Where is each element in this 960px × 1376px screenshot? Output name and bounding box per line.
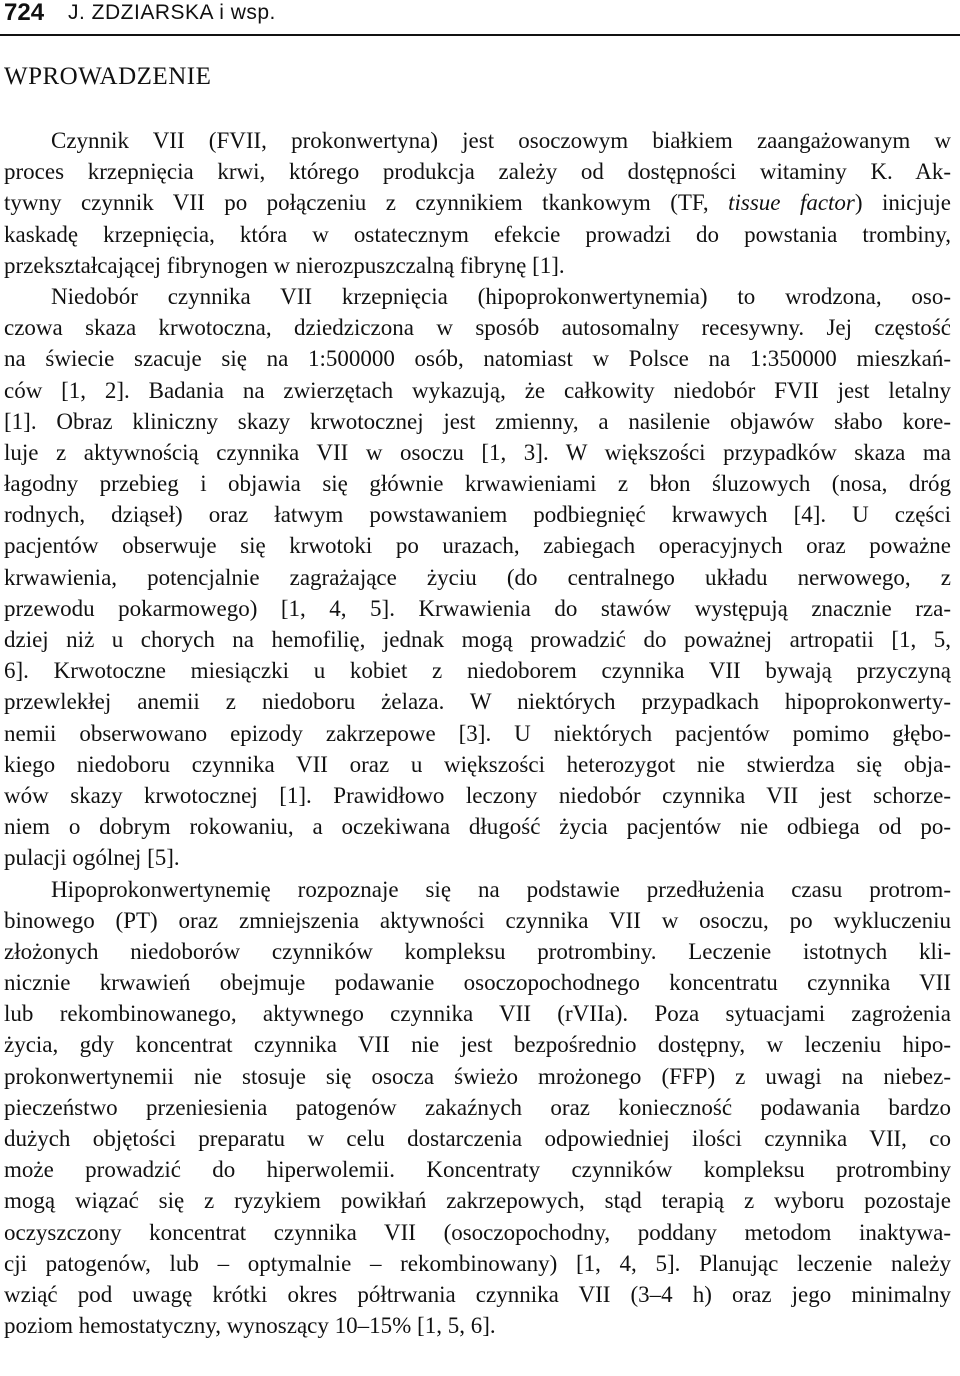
text-run: Hipoprokonwertynemię rozpoznaje się na podstawie przedłużenia czasu protrom- (51, 876, 951, 902)
text-line (4, 125, 951, 156)
text-run: kiego niedoboru czynnika VII oraz u większości heterozygot nie stwierdza się obja- (4, 751, 951, 777)
text-run: wziąć pod uwagę krótki okres półtrwania czynnika VII (3–4 h) oraz jego minimalny (4, 1281, 951, 1307)
text-line (4, 406, 951, 437)
text-line (4, 811, 951, 842)
text-run: prokonwertynemii nie stosuje się osocza świeżo mrożonego (FFP) z uwagi na niebez- (4, 1063, 951, 1089)
section-heading: WPROWADZENIE (4, 63, 212, 90)
text-run: lub rekombinowanego, aktywnego czynnika VII (rVIIa). Poza sytuacjami zagrożenia (4, 1001, 951, 1027)
text-line (4, 530, 951, 561)
page-header (0, 0, 960, 36)
text-run: przewlekłej anemii z niedoboru żelaza. W niektórych przypadkach hipoprokonwerty- (4, 689, 951, 715)
text-run: nicznie krwawień obejmuje podawanie osoczopochodnego koncentratu czynnika VII (4, 970, 951, 996)
text-line (4, 593, 951, 624)
text-line (4, 905, 951, 936)
text-line (4, 468, 951, 499)
text-line (4, 780, 951, 811)
text-run: cji patogenów, lub – optymalnie – rekombinowany) [1, 4, 5]. Planując leczenie należy (4, 1250, 951, 1276)
text-line (4, 1061, 951, 1092)
page-number: 724 (4, 0, 45, 26)
text-line (4, 655, 951, 686)
text-run: ) inicjuje (854, 190, 951, 216)
text-line (4, 1279, 951, 1310)
text-line (4, 1154, 951, 1185)
text-line (4, 219, 951, 250)
text-run: ców [1, 2]. Badania na zwierzętach wykazują, że całkowity niedobór FVII jest letalny (4, 377, 951, 403)
text-line (4, 998, 951, 1029)
text-line (4, 936, 951, 967)
text-run: dużych objętości preparatu w celu dostarczenia odpowiedniej ilości czynnika VII, co (4, 1126, 951, 1151)
text-run: kaskadę krzepnięcia, która w ostatecznym efekcie prowadzi do powstania trombiny, (4, 221, 951, 247)
text-run: pulacji ogólnej [5]. (4, 845, 180, 871)
text-run: łagodny przebieg i objawia się głównie krwawieniami z błon śluzowych (nosa, dróg (4, 471, 951, 497)
text-line (4, 686, 951, 717)
text-line (4, 250, 951, 281)
text-line (4, 1029, 951, 1060)
text-line (4, 1123, 951, 1154)
text-line (4, 499, 951, 530)
text-run: na świecie szacuje się na 1:500000 osób, natomiast w Polsce na 1:350000 mieszkań- (4, 346, 951, 372)
text-run: przewodu pokarmowego) [1, 4, 5]. Krwawienia do stawów występują znacznie rza- (4, 595, 951, 621)
text-run: [1]. Obraz kliniczny skazy krwotocznej jest zmienny, a nasilenie objawów słabo kore- (4, 408, 951, 434)
text-run: luje z aktywnością czynnika VII w osoczu [1, 3]. W większości przypadków skaza ma (4, 439, 951, 465)
text-run: wów skazy krwotocznej [1]. Prawidłowo leczony niedobór czynnika VII jest schorze- (4, 782, 951, 808)
text-line (4, 624, 951, 655)
text-line (4, 281, 951, 312)
text-run: Czynnik VII (FVII, prokonwertyna) jest osoczowym białkiem zaangażowanym w (51, 128, 951, 153)
text-run: przekształcającej fibrynogen w nierozpuszczalną fibrynę [1]. (4, 252, 565, 278)
text-run: oczyszczony koncentrat czynnika VII (osoczopochodny, poddany metodom inaktywa- (4, 1219, 951, 1245)
italic-term: tissue factor (728, 190, 855, 216)
text-line (4, 1092, 951, 1123)
text-run: proces krzepnięcia krwi, którego produkcja zależy od dostępności witaminy K. Ak- (4, 159, 951, 185)
text-line (4, 1310, 951, 1341)
text-line (4, 187, 951, 218)
text-line (4, 375, 951, 406)
text-run: tywny czynnik VII po połączeniu z czynnikiem tkankowym (TF, (4, 190, 729, 216)
text-run: złożonych niedoborów czynników kompleksu protrombiny. Leczenie istotnych kli- (4, 938, 951, 964)
text-line (4, 437, 951, 468)
text-line (4, 967, 951, 998)
text-run: Niedobór czynnika VII krzepnięcia (hipoprokonwertynemia) to wrodzona, oso- (51, 283, 951, 309)
text-line (4, 343, 951, 374)
text-run: pieczeństwo przeniesienia patogenów zakaźnych oraz konieczność podawania bardzo (4, 1094, 951, 1120)
text-run: nemii obserwowano epizody zakrzepowe [3]. U niektórych pacjentów pomimo głębo- (4, 720, 951, 746)
text-run: poziom hemostatyczny, wynoszący 10–15% [1, 5, 6]. (4, 1313, 496, 1339)
text-line (4, 1217, 951, 1248)
header-rule (0, 34, 960, 36)
text-run: życia, gdy koncentrat czynnika VII nie jest bezpośrednio dostępny, w leczeniu hipo- (4, 1032, 951, 1058)
text-line (4, 874, 951, 905)
text-line (4, 1185, 951, 1216)
text-run: krwawienia, potencjalnie zagrażające życiu (do centralnego układu nerwowego, z (4, 564, 951, 590)
text-run: niem o dobrym rokowaniu, a oczekiwana długość życia pacjentów nie odbiega od po- (4, 814, 951, 840)
text-line (4, 312, 951, 343)
text-run: 6]. Krwotoczne miesiączki u kobiet z niedoborem czynnika VII bywają przyczyną (4, 658, 951, 684)
body-text (4, 125, 951, 1341)
text-line (4, 749, 951, 780)
text-run: może prowadzić do hiperwolemii. Koncentraty czynników kompleksu protrombiny (4, 1157, 951, 1183)
text-line (4, 718, 951, 749)
running-head: J. ZDZIARSKA i wsp. (68, 1, 276, 24)
text-run: czowa skaza krwotoczna, dziedziczona w sposób autosomalny recesywny. Jej częstość (4, 315, 951, 341)
text-run: pacjentów obserwuje się krwotoki po urazach, zabiegach operacyjnych oraz poważne (4, 533, 951, 559)
text-line (4, 562, 951, 593)
text-run: rodnych, dziąseł) oraz łatwym powstawaniem podbiegnięć krwawych [4]. U części (4, 502, 951, 528)
text-run: binowego (PT) oraz zmniejszenia aktywności czynnika VII w osoczu, po wykluczeniu (4, 907, 951, 933)
text-run: mogą wiązać się z ryzykiem powikłań zakrzepowych, stąd terapią z wyboru pozostaje (4, 1188, 951, 1214)
text-line (4, 156, 951, 187)
text-run: dziej niż u chorych na hemofilię, jednak mogą prowadzić do poważnej artropatii [1, 5, (4, 627, 951, 652)
text-line (4, 1248, 951, 1279)
text-line (4, 842, 951, 873)
